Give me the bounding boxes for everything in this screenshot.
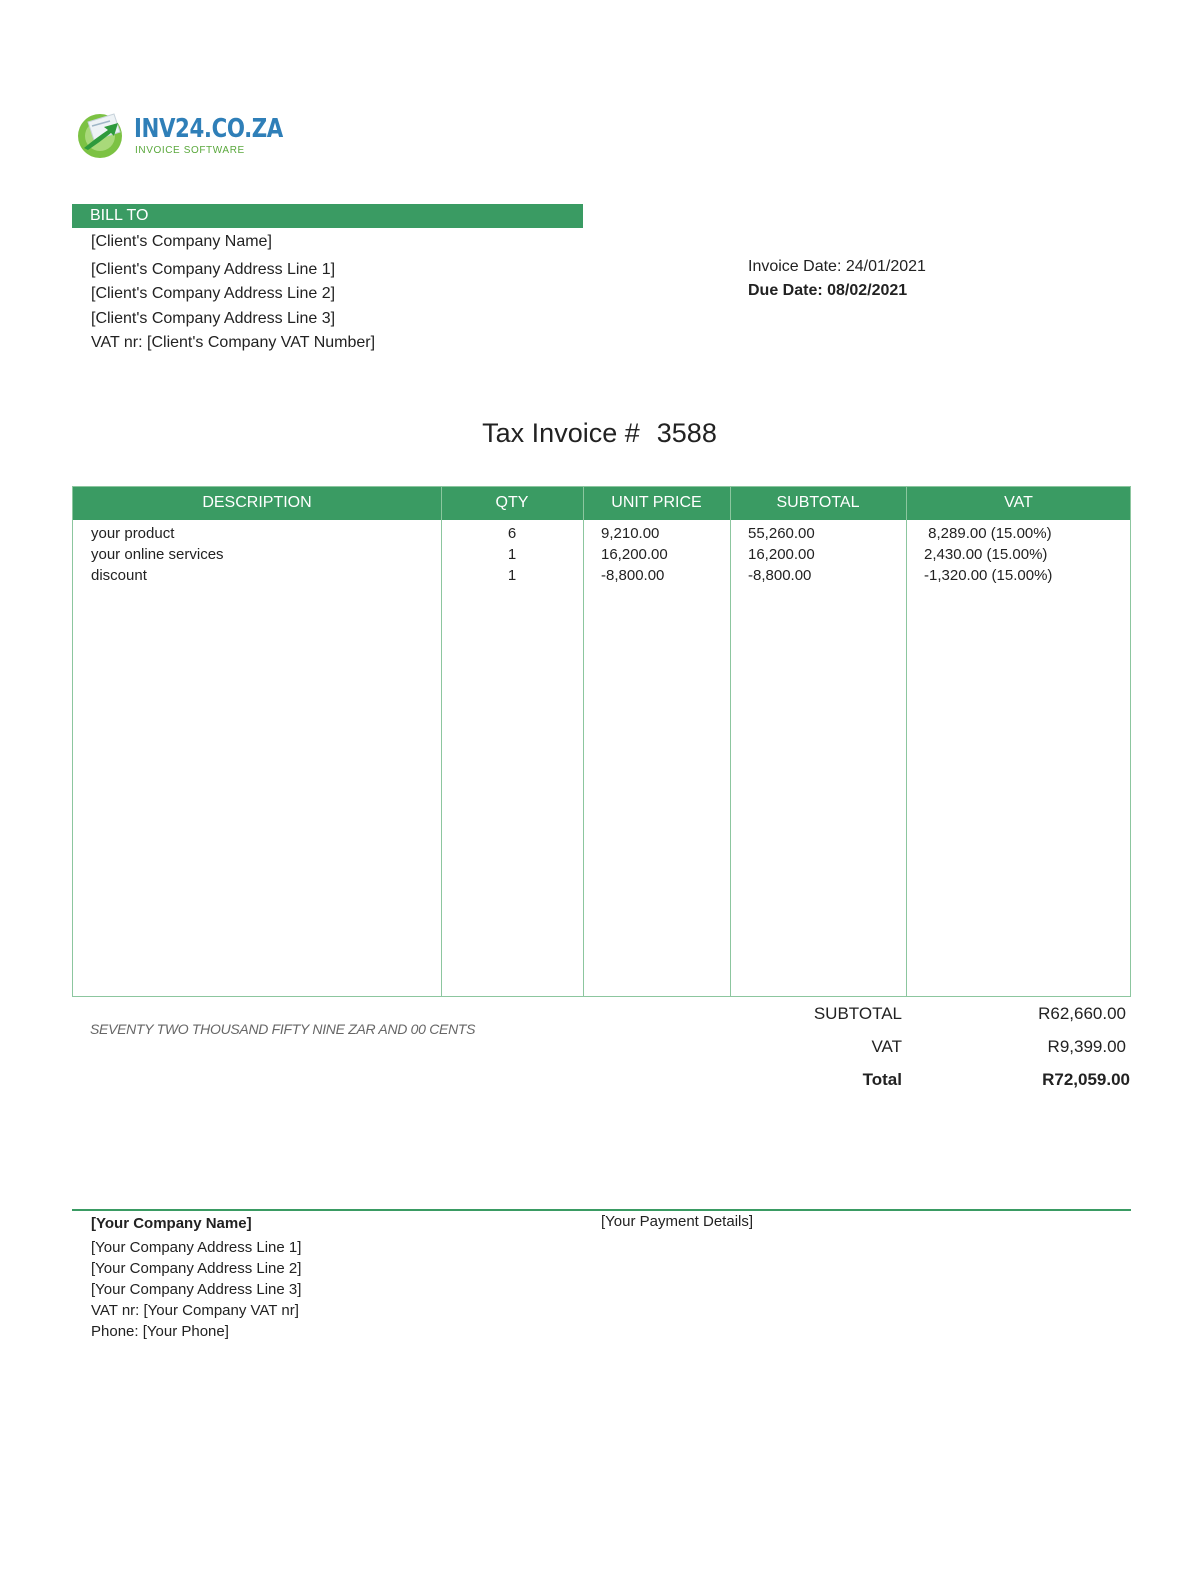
row-description: your product (91, 525, 175, 542)
row-subtotal: 55,260.00 (748, 525, 815, 542)
company-details (91, 1213, 301, 1342)
header-description: DESCRIPTION (202, 494, 312, 511)
company-address-line-3: [Your Company Address Line 3] (91, 1281, 302, 1298)
company-address-line-1: [Your Company Address Line 1] (91, 1239, 302, 1256)
table-row (73, 567, 1130, 588)
company-address-line-2: [Your Company Address Line 2] (91, 1260, 302, 1277)
row-vat: 8,289.00 (15.00%) (924, 525, 1052, 542)
logo-name: INV24.CO.ZA (134, 114, 283, 144)
table-row (73, 546, 1130, 567)
header-qty: QTY (495, 494, 529, 511)
invoice-title (0, 418, 1197, 449)
subtotal-value: R62,660.00 (1038, 1004, 1126, 1023)
amount-in-words: SEVENTY TWO THOUSAND FIFTY NINE ZAR AND 00 CENTS (90, 1021, 476, 1037)
row-qty: 6 (507, 525, 517, 542)
table-row (73, 525, 1130, 546)
client-address-line-1: [Client's Company Address Line 1] (91, 260, 336, 278)
vat-value: R9,399.00 (1047, 1037, 1126, 1056)
footer-divider (72, 1209, 1131, 1211)
client-details (91, 230, 375, 356)
company-phone: Phone: [Your Phone] (91, 1323, 229, 1340)
row-qty: 1 (507, 546, 517, 563)
row-unit-price: 9,210.00 (601, 525, 660, 542)
bill-to-heading: BILL TO (90, 207, 149, 224)
invoice-date: Invoice Date: 24/01/2021 (748, 258, 926, 275)
invoice-number: 3588 (656, 418, 717, 448)
invoice-title-label: Tax Invoice # (482, 418, 640, 448)
table-header (73, 487, 1130, 520)
header-unit-price: UNIT PRICE (611, 494, 702, 511)
row-vat: -1,320.00 (15.00%) (924, 567, 1053, 584)
invoice-dates (748, 255, 926, 303)
due-date: Due Date: 08/02/2021 (748, 282, 908, 299)
row-subtotal: -8,800.00 (748, 567, 812, 584)
header-vat: VAT (1004, 494, 1033, 511)
row-description: your online services (91, 546, 224, 563)
client-vat-number: VAT nr: [Client's Company VAT Number] (91, 334, 376, 351)
row-subtotal: 16,200.00 (748, 546, 815, 563)
header-subtotal: SUBTOTAL (776, 494, 860, 511)
row-unit-price: 16,200.00 (601, 546, 668, 563)
client-address-line-3: [Client's Company Address Line 3] (91, 309, 336, 327)
client-address-line-2: [Client's Company Address Line 2] (91, 285, 336, 302)
invoice-logo-icon (74, 108, 130, 160)
logo-tagline: INVOICE SOFTWARE (135, 145, 245, 156)
row-qty: 1 (507, 567, 517, 584)
line-items-table (72, 486, 1131, 997)
vat-label: VAT (871, 1037, 902, 1056)
row-description: discount (91, 567, 147, 584)
total-label: Total (862, 1070, 902, 1089)
payment-details: [Your Payment Details] (601, 1213, 754, 1230)
subtotal-label: SUBTOTAL (813, 1004, 902, 1023)
bill-to-header (72, 204, 583, 228)
client-company-name: [Client's Company Name] (91, 233, 272, 250)
row-unit-price: -8,800.00 (601, 567, 665, 584)
total-value: R72,059.00 (1042, 1070, 1130, 1089)
company-logo (74, 108, 283, 160)
row-vat: 2,430.00 (15.00%) (924, 546, 1048, 563)
company-name: [Your Company Name] (91, 1215, 252, 1232)
company-vat-number: VAT nr: [Your Company VAT nr] (91, 1302, 299, 1319)
